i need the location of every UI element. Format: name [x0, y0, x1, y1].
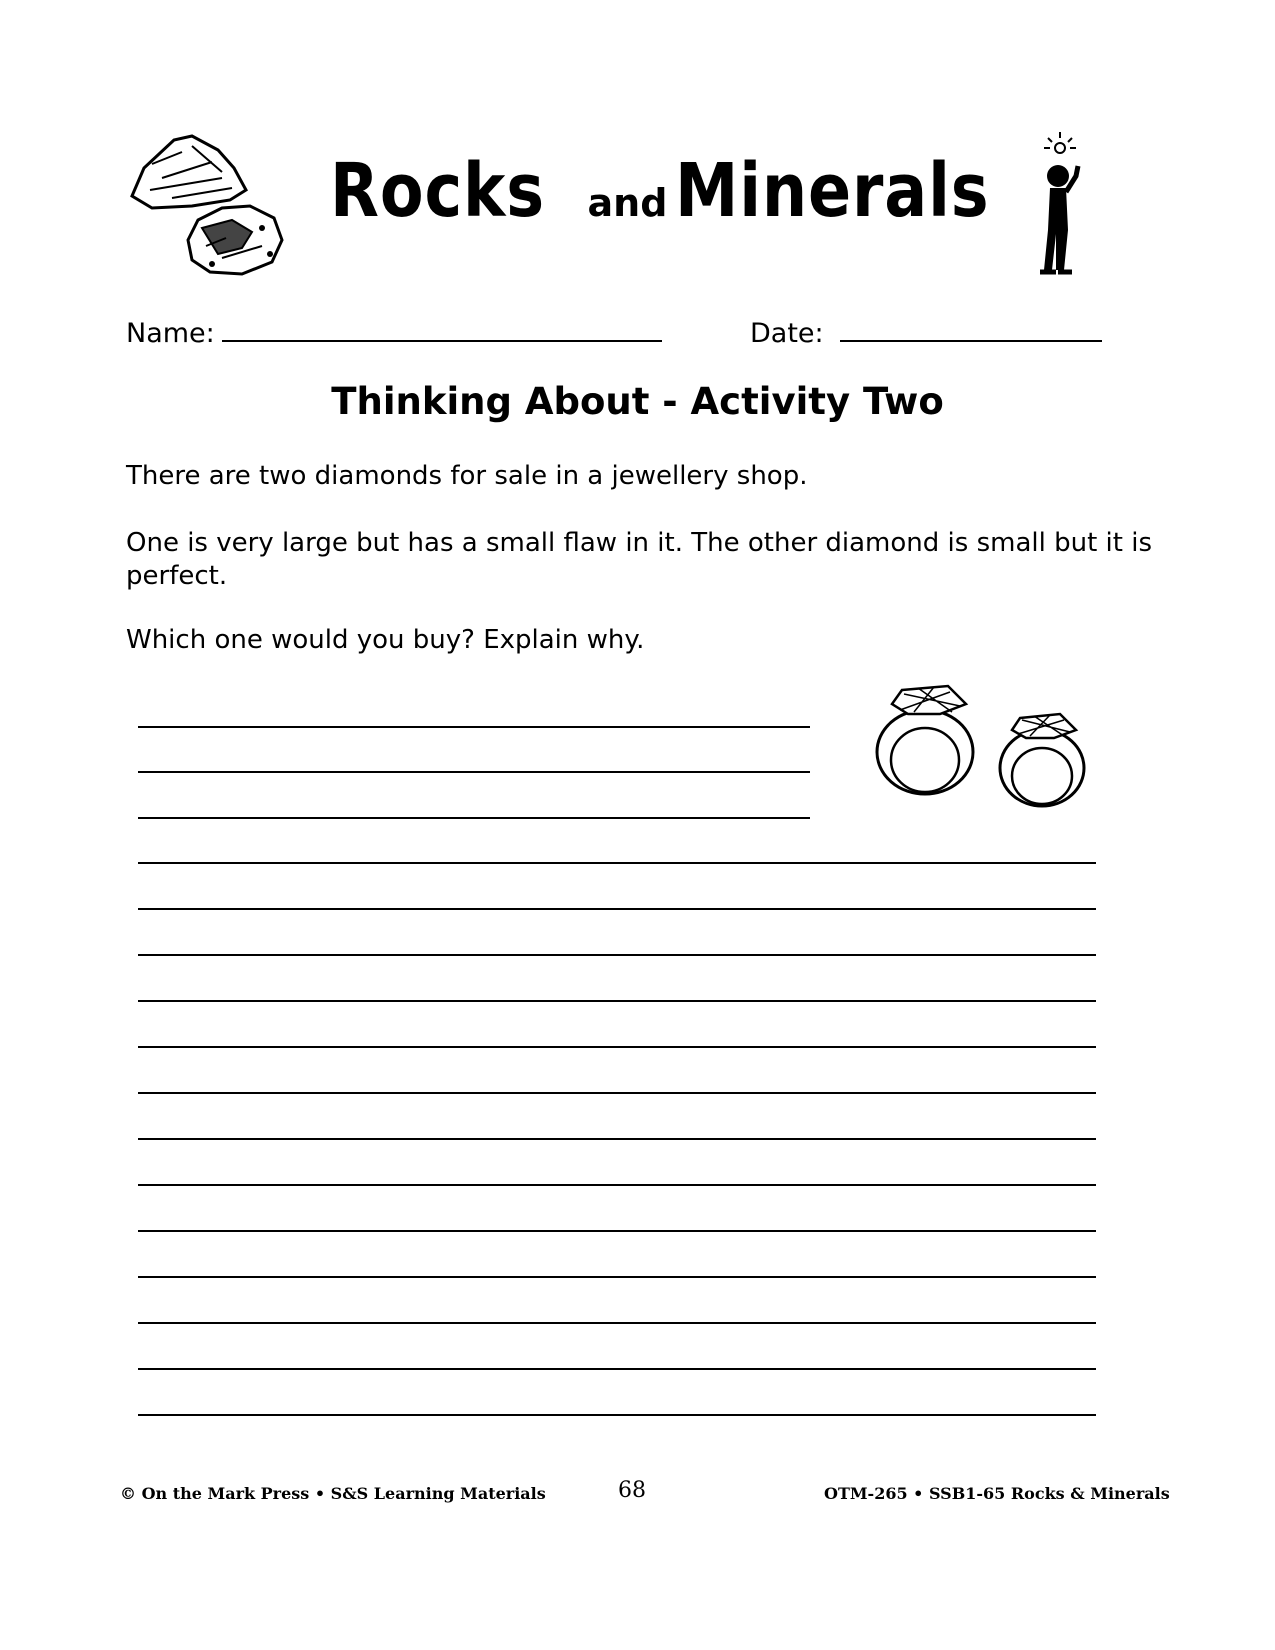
answer-line[interactable] [138, 1184, 1096, 1186]
rocks-illustration [122, 128, 302, 288]
answer-line[interactable] [138, 1000, 1096, 1002]
diamond-rings-illustration [870, 672, 1120, 812]
name-field [126, 318, 215, 349]
name-label: Name: [126, 318, 215, 349]
answer-line[interactable] [138, 771, 810, 773]
worksheet-title [330, 148, 1041, 234]
answer-line[interactable] [138, 908, 1096, 910]
activity-title: Thinking About - Activity Two [331, 380, 944, 423]
paragraph-intro: There are two diamonds for sale in a jewellery shop. [126, 461, 808, 491]
footer-publisher: © On the Mark Press • S&S Learning Materials [120, 1484, 546, 1503]
answer-line[interactable] [138, 1414, 1096, 1416]
title-rocks: Rocks [330, 148, 545, 234]
answer-line[interactable] [138, 1138, 1096, 1140]
title-and: and [587, 181, 668, 225]
paragraph-diamonds: One is very large but has a small flaw in it. The other diamond is small but it is perfect. [126, 528, 1152, 591]
answer-line[interactable] [138, 1046, 1096, 1048]
answer-line[interactable] [138, 817, 810, 819]
date-label: Date: [750, 318, 824, 349]
page-number: 68 [618, 1478, 646, 1503]
name-answer-line[interactable] [222, 318, 662, 348]
answer-line[interactable] [138, 862, 1096, 864]
answer-line[interactable] [138, 1276, 1096, 1278]
footer-product-code: OTM-265 • SSB1-65 Rocks & Minerals [824, 1484, 1170, 1503]
paragraph-question: Which one would you buy? Explain why. [126, 625, 645, 655]
answer-line[interactable] [138, 1092, 1096, 1094]
answer-line[interactable] [138, 1368, 1096, 1370]
date-field [750, 318, 824, 349]
answer-line[interactable] [138, 726, 810, 728]
date-answer-line[interactable] [840, 318, 1102, 348]
thinking-boy-illustration [1030, 130, 1090, 280]
answer-line[interactable] [138, 954, 1096, 956]
answer-line[interactable] [138, 1322, 1096, 1324]
answer-line[interactable] [138, 1230, 1096, 1232]
title-minerals: Minerals [675, 148, 990, 234]
